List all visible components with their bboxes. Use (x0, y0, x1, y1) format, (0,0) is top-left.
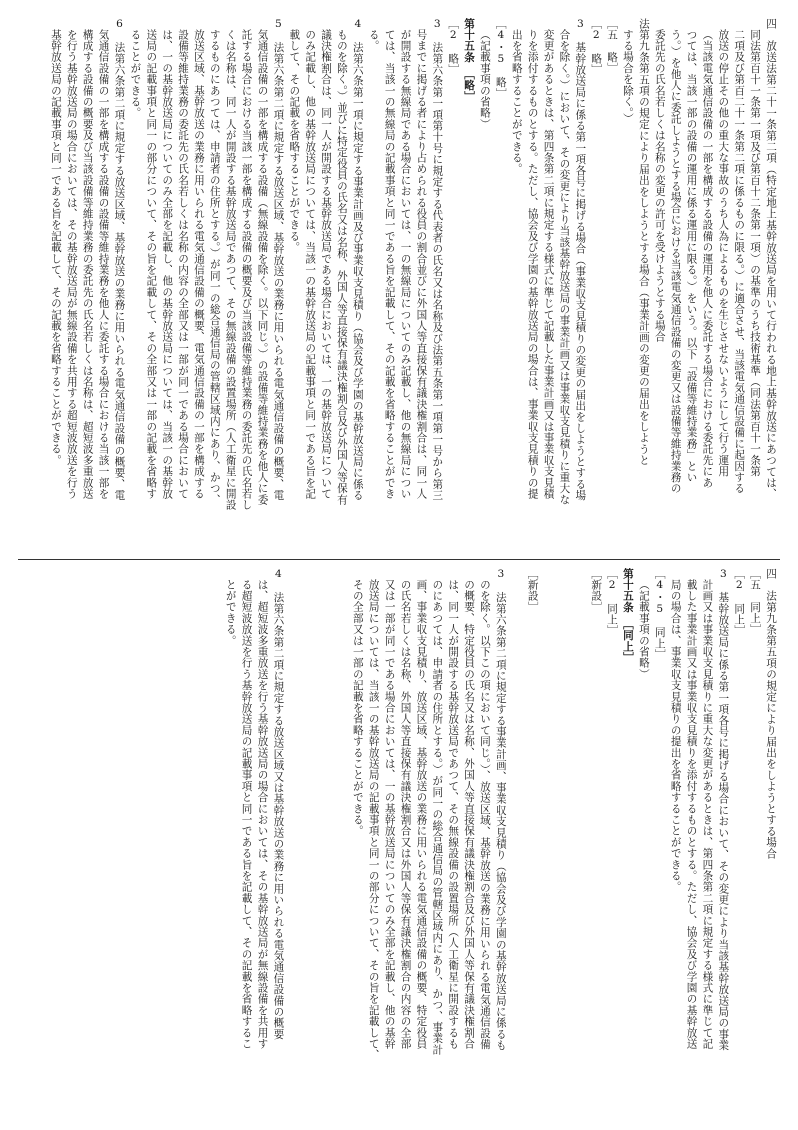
text-line: 4 法第六条第一項に規定する事業計画及び事業収支見積り（協会及び学園の基幹放送局に係る (351, 18, 364, 501)
text-line: 放送区域、基幹放送の業務に用いられる電気通信設備の概要、電気通信設備の一部を構成する (192, 29, 205, 500)
text-line: は、超短波多重放送を行う基幹放送局の場合においては、その基幹放送局が無線設備を共用す (256, 579, 269, 1050)
text-line: 二項及び第百二十一条第二項に係るものに限る。）に適合させ、当該電気通信設備に起因する (733, 29, 746, 495)
text-line: る。 (367, 29, 380, 52)
text-line: 画、事業収支見積り、放送区域、基幹放送の業務に用いられる電気通信設備の概要、特定役員 (415, 579, 428, 1050)
text-line (571, 568, 587, 1108)
text-line (556, 568, 572, 1108)
text-line: を行う基幹放送局の場合においては、その基幹放送局が無線設備を共用する超短波放送を行う (65, 29, 78, 500)
current-text-columns (20, 568, 778, 1108)
text-line: ［五 同上］ (749, 568, 762, 636)
text-line: 5 法第六条第二項に規定する放送区域、基幹放送の業務に用いられる電気通信設備の概要、電 (272, 18, 285, 501)
text-line: （記載事項の省略） (637, 579, 650, 680)
text-line: 四 法第九条第五項の規定により届出をしようとする場合 (765, 568, 777, 860)
text-line: くは名称は、同一人が開設する基幹放送局であつて、その無線設備の設置場所（人工衛星に開設 (224, 29, 237, 511)
text-line: のにあつては、申請者の住所とする。）が同一の総合通信局の管轄区域内にあり、かつ、事業計 (431, 579, 444, 1056)
text-line: 3 基幹放送局に係る第一項各号に掲げる場合（事業収支見積りの変更の届出をしようとする場 (574, 18, 587, 501)
text-line: 4 法第六条第二項に規定する放送区域又は基幹放送の業務に用いられる電気通信設備の概要 (272, 568, 285, 1040)
text-line: は、一の基幹放送局についてのみ全部を記載し、他の基幹放送局については、当該一の基幹放 (161, 29, 174, 500)
text-line: 気通信設備の一部を構成する設備（無線設備を除く。以下同じ。）の設備等維持業務を他人に委 (256, 29, 269, 506)
text-line: 出を省略することができる。 (510, 29, 523, 175)
text-line: ［新設］ (526, 568, 539, 613)
text-line: う。）を他人に委託しようとする場合における当該電気通信設備の変更又は設備等維持業務の (669, 29, 682, 495)
text-line (540, 568, 556, 1108)
text-line: 又は一部が同一である場合においては、一の基幹放送局についてのみ全部を記載し、他の基幹 (383, 579, 396, 1050)
text-line: ものを除く。）並びに特定役員の氏名又は名称、外国人等直接保有議決権割合及び外国人等保有 (335, 29, 348, 506)
text-line (285, 568, 301, 1108)
text-line: 号までに掲げる者により占められる役員の割合並びに外国人等直接保有議決権割合は、同一人 (415, 29, 428, 500)
text-line: 3 法第六条第一項第十号に規定する代表者の氏名又は名称及び法第五条第一項第一号から第三 (431, 18, 444, 501)
text-line (508, 568, 524, 1108)
section-divider (18, 559, 780, 560)
text-line: ［4・5 同上］ (653, 568, 666, 661)
text-line: ［五 略］ (606, 18, 619, 74)
revised-text-section (20, 18, 778, 555)
text-line: 同法第百十一条第一項及び第百十二条第一項）の基準のうち技術基準（同法第百十一条第 (749, 29, 762, 477)
text-line: 6 法第六条第二項に規定する放送区域、基幹放送の業務に用いられる電気通信設備の概要、電 (113, 18, 126, 501)
text-line: ［2 略］ (447, 18, 460, 76)
text-line: （記載事項の省略） (478, 29, 491, 130)
text-line: 送局の記載事項と同一の部分について、その旨を記載して、その全部又は一部の記載を省略す (145, 29, 158, 500)
text-line: が開設する無線局である場合においては、一の無線局についてのみ記載し、他の無線局につい (399, 29, 412, 500)
text-line: 放送局については、当該一の基幹放送局の記載事項と同一の部分について、その旨を記載して、 (367, 579, 380, 1061)
text-line: の氏名若しくは名称、外国人等直接保有議決権割合又は外国人等保有議決権割合の内容の全部 (399, 579, 412, 1050)
text-line: のを除く。以下この項において同じ。）、放送区域、基幹放送の業務に用いられる電気通信設備 (478, 579, 491, 1050)
text-line: 設備等維持業務の委託先の氏名若しくは名称の内容の全部又は一部が同一である場合において (177, 29, 190, 500)
text-line: （当該電気通信設備の一部を構成する設備の運用を他人に委託する場合における委託先にあ (701, 29, 714, 489)
text-line: 託する場合における当該一部を構成する設備の概要及び当該設備等維持業務の委託先の氏名若し (240, 29, 253, 511)
text-line: る超短波放送を行う基幹放送局の記載事項と同一である旨を記載して、その記載を省略するこ (240, 579, 253, 1050)
text-line: は、同一人が開設する基幹放送局であつて、その無線設備の設置場所（人工衛星に開設するも (447, 579, 460, 1050)
text-line: ［2 同上］ (606, 568, 619, 637)
text-line: 変更があるときは、第四条第二項に規定する様式に準じて記載した事業計画又は事業収支見積 (542, 29, 555, 500)
text-line (301, 568, 317, 1108)
text-line: 合を除く。）において、その変更により当該基幹放送局の事業計画又は事業収支見積りに重大な (558, 29, 571, 506)
text-line: のみ記載し、他の基幹放送局については、当該一の基幹放送局の記載事項と同一である旨を記 (304, 29, 317, 500)
text-line: 第十五条 ［略］ (463, 18, 476, 103)
text-line: の概要、特定役員の氏名又は名称、外国人等直接保有議決権割合及び外国人等保有議決権割合 (463, 579, 476, 1050)
text-line: 載して、その記載を省略することができる。 (288, 29, 301, 253)
text-line: 構成する設備の概要及び当該設備等維持業務の委託先の氏名若しくは名称は、超短波多重放送 (81, 29, 94, 500)
current-text-section (20, 568, 778, 1108)
text-line: 局の場合は、事業収支見積りの提出を省略することができる。 (669, 579, 682, 893)
text-line: ［新設］ (590, 568, 603, 613)
text-line: する場合を除く。） (621, 29, 634, 125)
text-line: 放送の停止その他の重大な事故のうち人為によるものを生じさせないようにして行う運用 (717, 29, 730, 477)
text-line: ［2 略］ (590, 18, 603, 76)
text-line: 基幹放送局の記載事項と同一である旨を記載して、その記載を省略することができる。 (49, 29, 62, 466)
text-line (333, 568, 349, 1108)
text-line: するものにあつては、申請者の住所とする。）が同一の総合通信局の管轄区域内にあり、かつ、 (208, 29, 221, 506)
text-line (317, 568, 333, 1108)
text-line: ［4・5 略］ (494, 18, 507, 100)
text-line: 法第九条第五項の規定により届出をしようとする場合（事業計画の変更の届出をしようと (637, 18, 650, 466)
text-line: ては、当該一の無線局の記載事項と同一である旨を記載して、その記載を省略することができ (383, 29, 396, 500)
text-line: りを添付するものとする。ただし、協会及び学園の基幹放送局の場合は、事業収支見積りの提 (526, 29, 539, 500)
text-line: 3 基幹放送局に係る第一項各号に掲げる場合において、その変更により当該基幹放送局の事業 (717, 568, 730, 1051)
text-line: ることができる。 (129, 29, 142, 119)
text-line: 議決権割合は、同一人が開設する基幹放送局である場合においては、一の基幹放送局について (320, 29, 333, 500)
text-line: 載した事業計画又は事業収支見積りを添付するものとする。ただし、協会及び学園の基幹放送 (685, 579, 698, 1050)
text-line: その全部又は一部の記載を省略することができる。 (351, 579, 364, 837)
text-line: つては、当該一部の設備の運用に係る運用に限る。）をいう。以下「設備等維持業務」とい (685, 29, 698, 483)
text-line: 四 放送法第二十一条第二項（特定地上基幹放送局を用いて行われる地上基幹放送にあつては、 (765, 18, 777, 500)
text-line: 3 法第六条第二項に規定する事業計画、事業収支見積り（協会及び学園の基幹放送局に係るも (494, 568, 507, 1051)
text-line: とができる。 (224, 579, 237, 647)
text-line: 気通信設備の一部を構成する設備の設備等維持業務を他人に委託する場合における当該一部を (97, 29, 110, 500)
text-line: 委託先の氏名若しくは名称の変更の許可を受けようとする場合 (653, 29, 666, 343)
revised-text-columns (20, 18, 778, 555)
text-line: 第十五条 ［同上］ (621, 568, 634, 664)
text-line: 計画又は事業収支見積りに重大な変更があるときは、第四条第二項に規定する様式に準じて記 (701, 579, 714, 1050)
text-line: ［2 同上］ (733, 568, 746, 637)
